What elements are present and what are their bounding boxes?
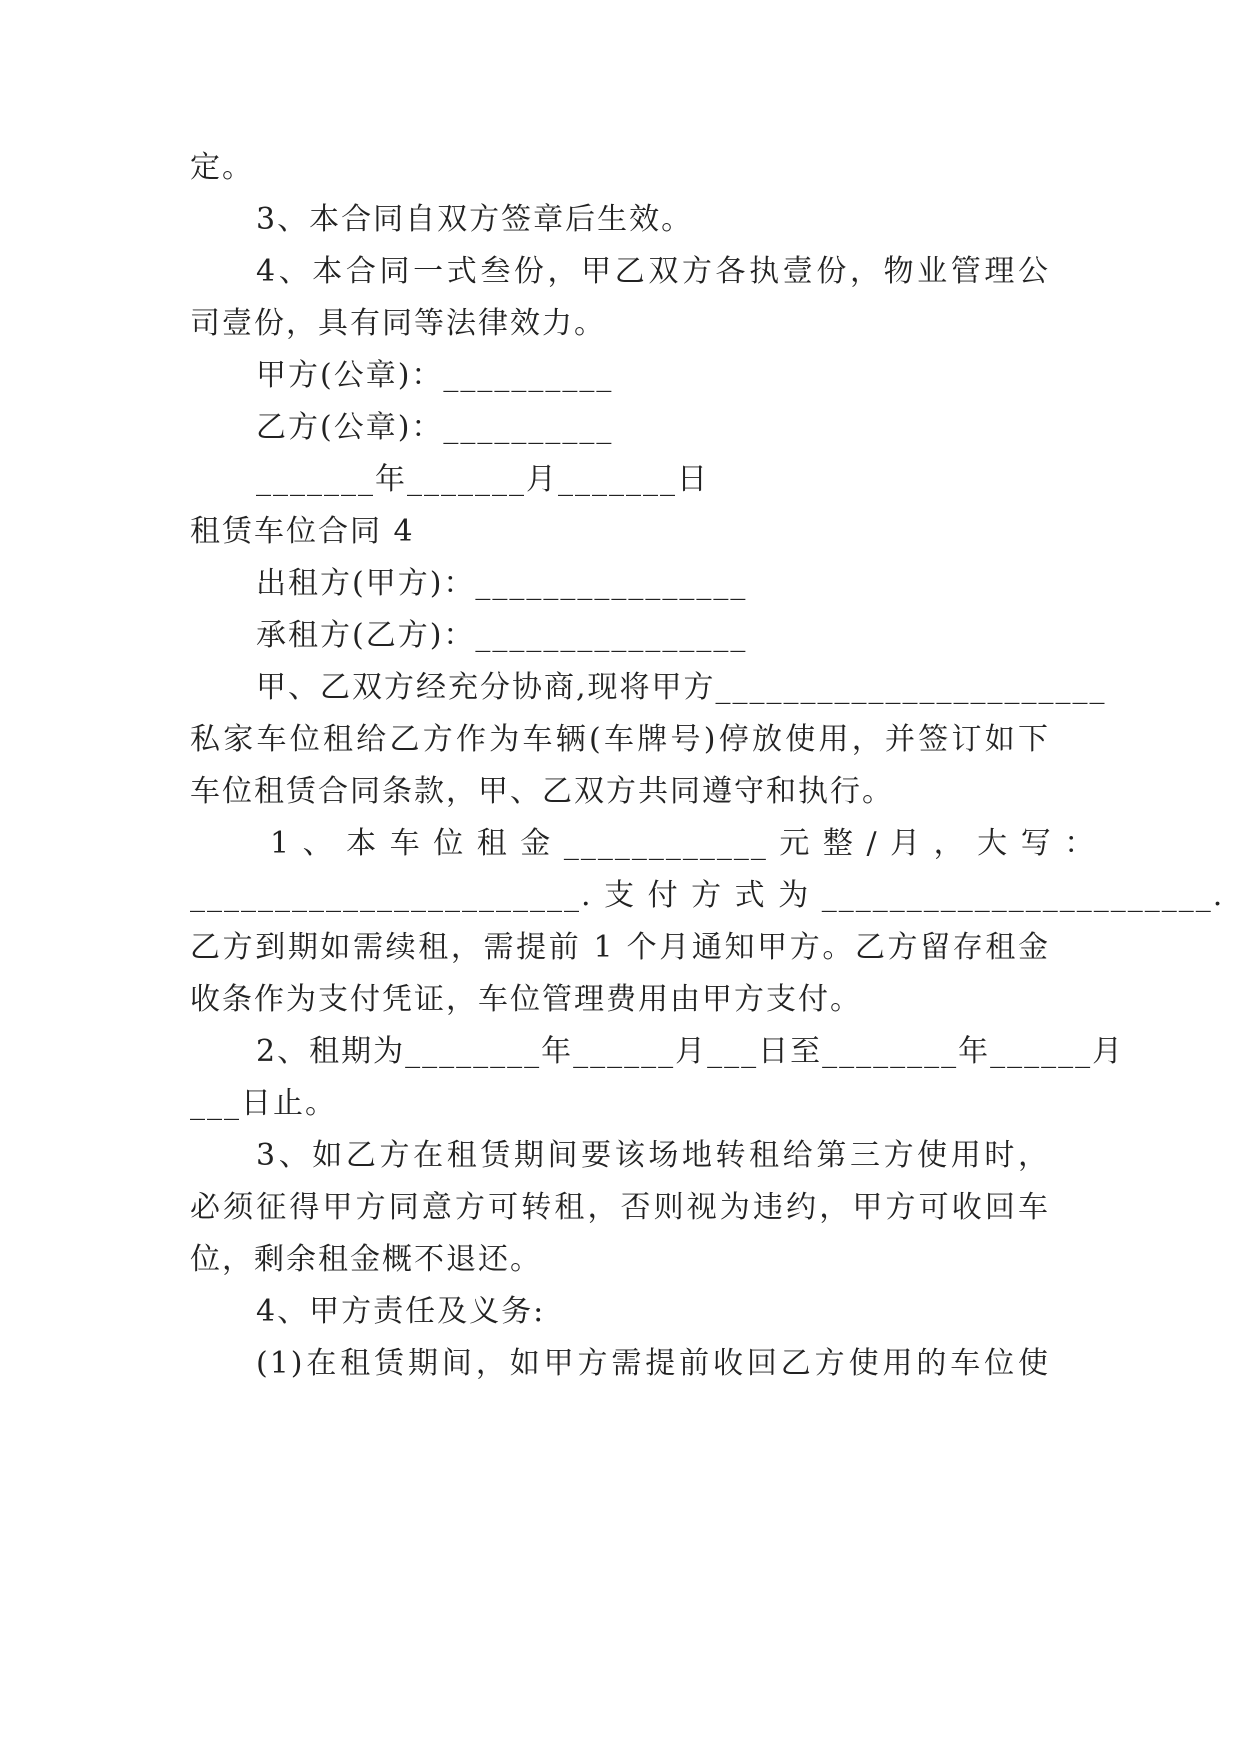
section-title: 租赁车位合同 4 (190, 514, 415, 549)
party-b-seal: 乙方(公章)：__________ (256, 410, 614, 445)
clause-2-term: 2、租期为________年______月___日至________年______月 (256, 1034, 1125, 1069)
text-line: 司壹份，具有同等法律效力。 (190, 306, 606, 341)
text-line: 车位租赁合同条款，甲、乙双方共同遵守和执行。 (190, 774, 894, 809)
clause-4-copies: 4、本合同一式叁份，甲乙双方各执壹份，物业管理公 (256, 254, 1050, 289)
text-line: 私家车位租给乙方作为车辆(车牌号)停放使用，并签订如下 (190, 722, 1050, 757)
clause-1-rent: 1 、 本 车 位 租 金 ____________ 元 整 / 月 ， 大 写 ： (270, 826, 1097, 861)
text-line: 必须征得甲方同意方可转租，否则视为违约，甲方可收回车 (190, 1190, 1050, 1225)
lessor-line: 出租方(甲方)：________________ (256, 566, 748, 601)
party-a-seal: 甲方(公章)：__________ (256, 358, 614, 393)
clause-4-item-1: (1)在租赁期间，如甲方需提前收回乙方使用的车位使 (256, 1346, 1050, 1381)
text-line: 位，剩余租金概不退还。 (190, 1242, 542, 1277)
text-line: 乙方到期如需续租，需提前 1 个月通知甲方。乙方留存租金 (190, 930, 1050, 965)
intro-paragraph: 甲、乙双方经充分协商,现将甲方_______________________ (256, 670, 1107, 705)
text-line: 收条作为支付凭证，车位管理费用由甲方支付。 (190, 982, 862, 1017)
text-line: 定。 (190, 150, 254, 185)
text-line: ___日止。 (190, 1086, 337, 1121)
signing-date: _______年_______月_______日 (256, 462, 709, 497)
text-line: _______________________. 支 付 方 式 为 _______________________. (190, 878, 1225, 913)
clause-3-sublease: 3、如乙方在租赁期间要该场地转租给第三方使用时， (256, 1138, 1050, 1173)
lessee-line: 承租方(乙方)：________________ (256, 618, 748, 653)
clause-3-effective: 3、本合同自双方签章后生效。 (256, 202, 694, 237)
clause-4-heading: 4、甲方责任及义务: (256, 1294, 546, 1329)
